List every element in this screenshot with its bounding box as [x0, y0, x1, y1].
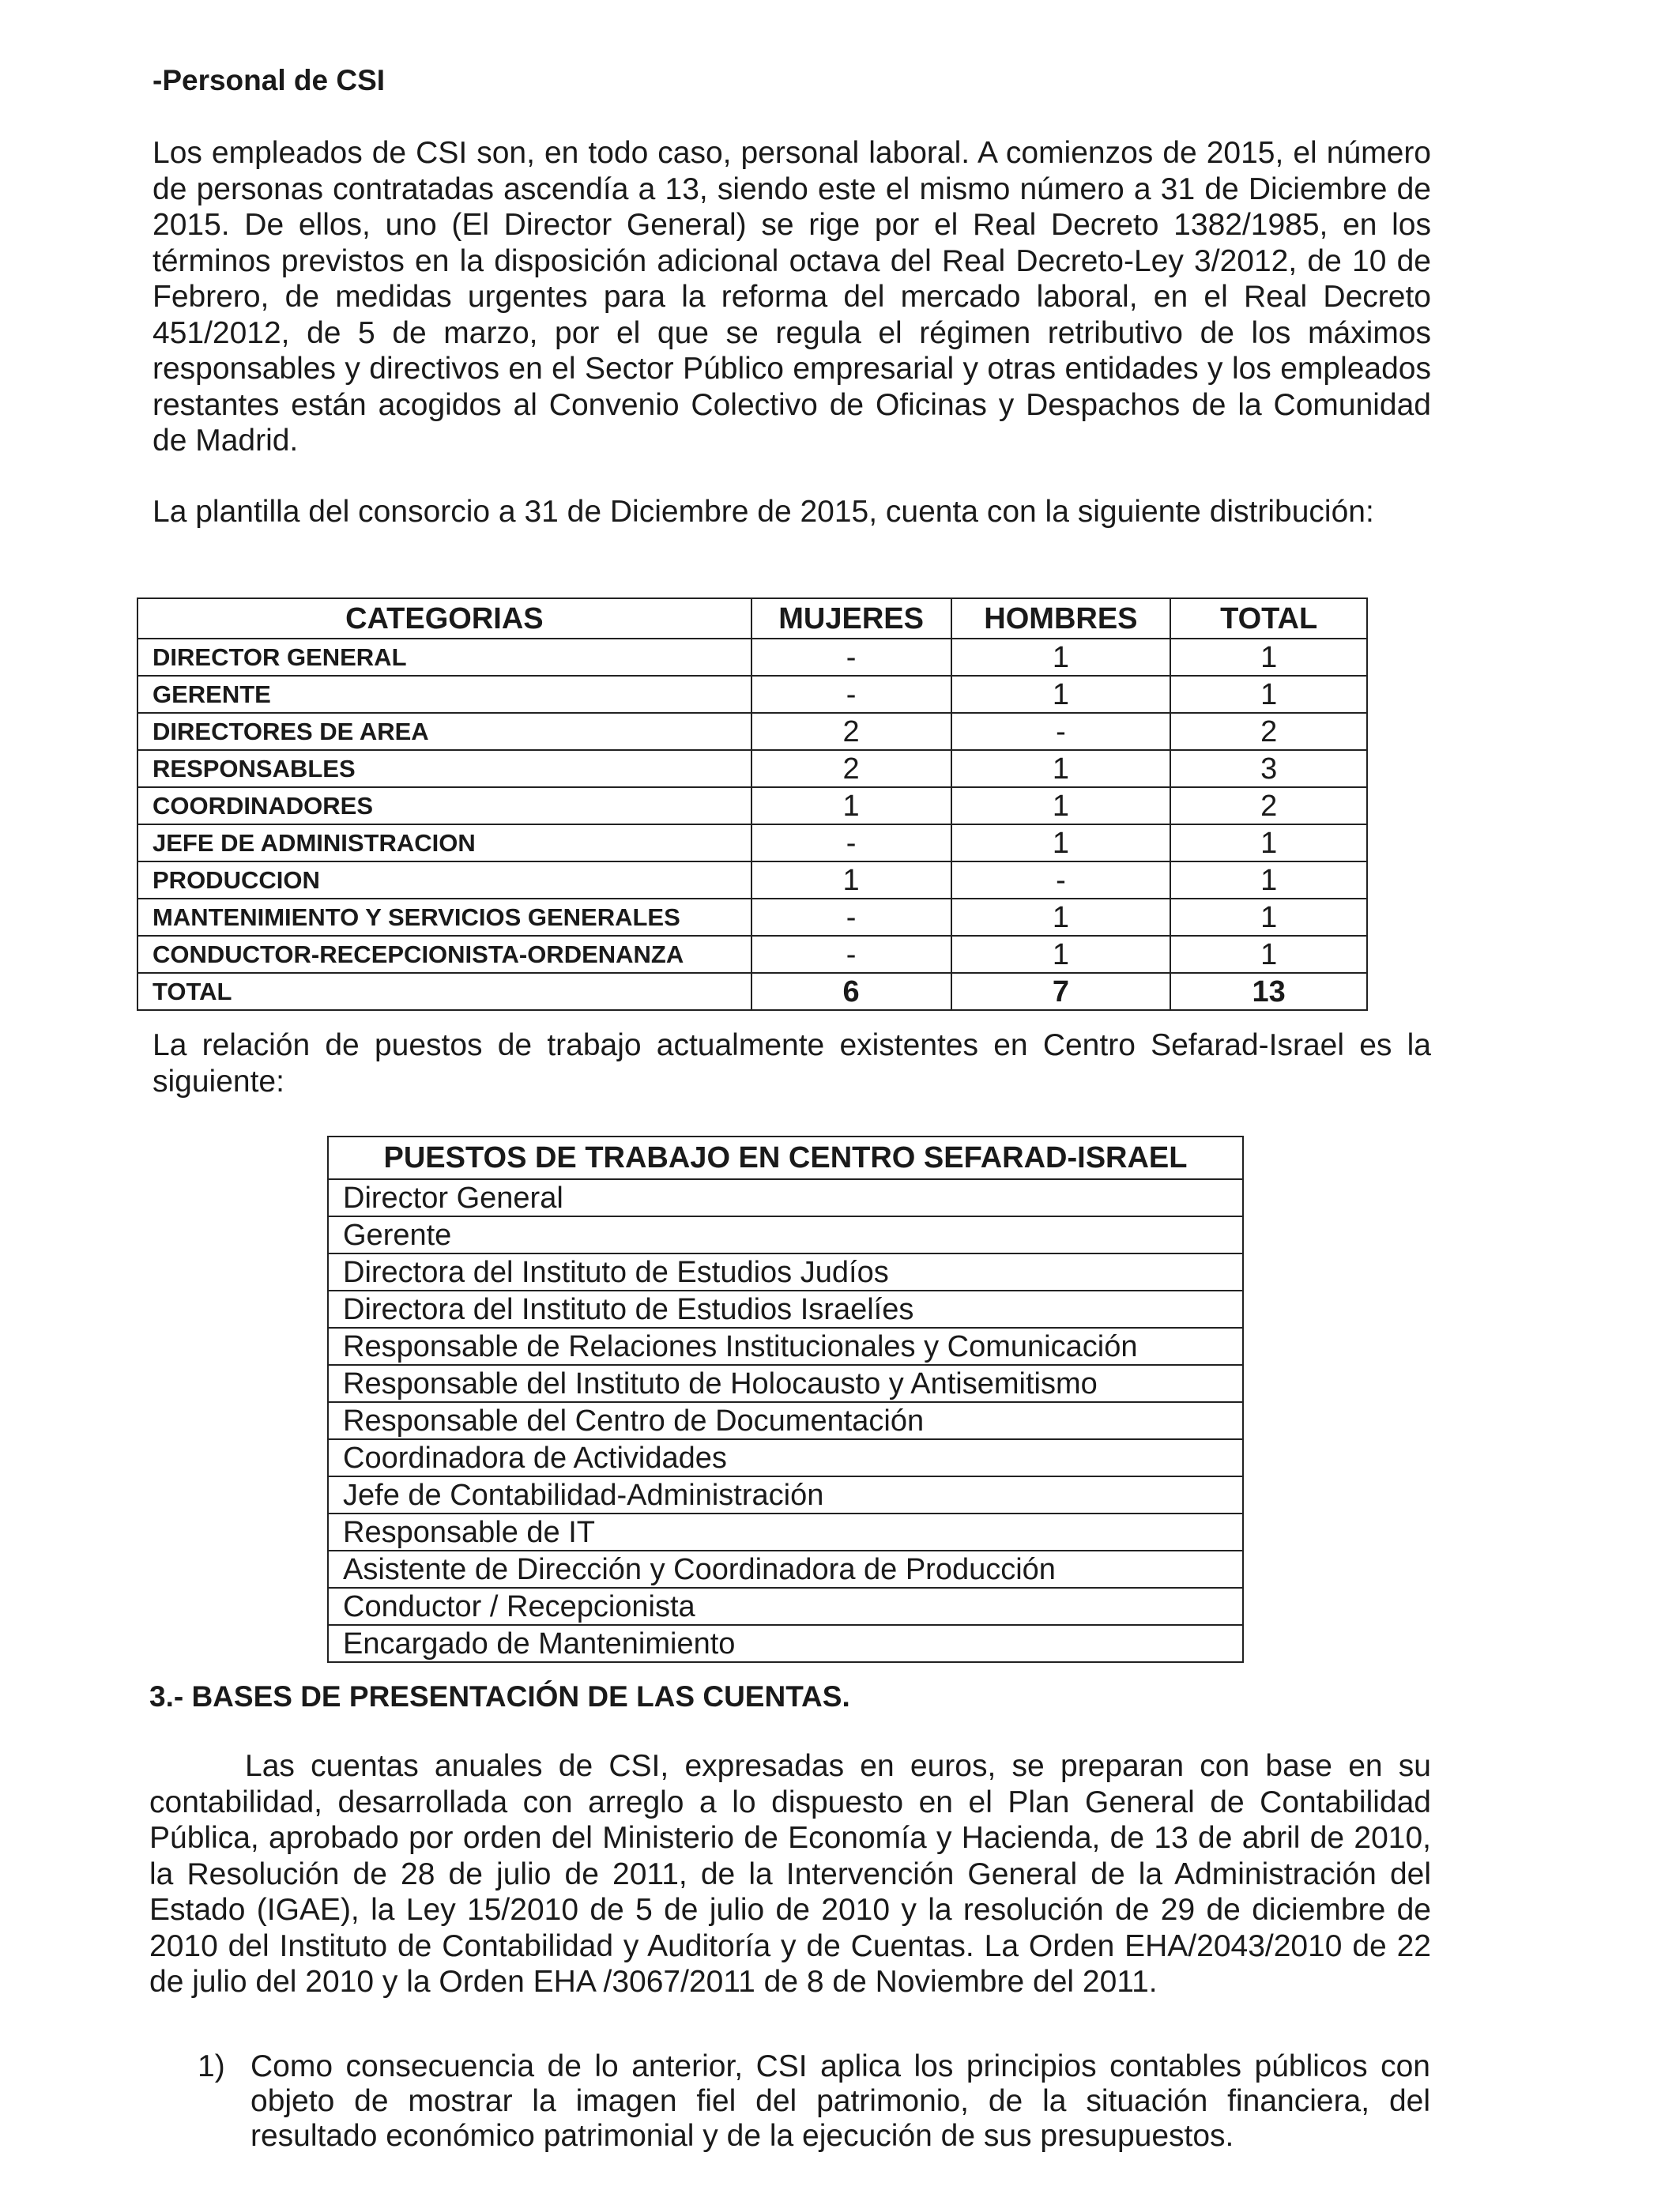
table-total-row — [137, 973, 1367, 1010]
hombres-cell: - — [951, 713, 1171, 750]
category-cell: GERENTE — [137, 676, 751, 713]
categories-table-header-row — [137, 598, 1367, 639]
hombres-cell: 1 — [951, 787, 1171, 824]
total-cell: 1 — [1170, 899, 1367, 936]
mujeres-cell: - — [751, 824, 951, 861]
job-cell: Conductor / Recepcionista — [328, 1588, 1243, 1625]
mujeres-cell: 1 — [751, 861, 951, 899]
job-cell: Responsable del Instituto de Holocausto y Antisemitismo — [328, 1365, 1243, 1402]
total-label-cell: TOTAL — [137, 973, 751, 1010]
job-cell: Directora del Instituto de Estudios Judíos — [328, 1253, 1243, 1291]
table-row — [328, 1625, 1243, 1662]
jobs-table-header-row — [328, 1137, 1243, 1179]
table-row — [328, 1588, 1243, 1625]
job-cell: Responsable de Relaciones Institucionales y Comunicación — [328, 1328, 1243, 1365]
list-marker: 1) — [198, 2049, 225, 2083]
categories-table — [137, 598, 1368, 1011]
mujeres-cell: - — [751, 936, 951, 973]
job-cell: Jefe de Contabilidad-Administración — [328, 1476, 1243, 1514]
hombres-cell: 1 — [951, 899, 1171, 936]
paragraph-distribution-intro: La plantilla del consorcio a 31 de Diciembre de 2015, cuenta con la siguiente distribución: — [153, 495, 1374, 529]
job-cell: Encargado de Mantenimiento — [328, 1625, 1243, 1662]
table-row — [328, 1253, 1243, 1291]
table-row — [328, 1179, 1243, 1216]
jobs-table-header: PUESTOS DE TRABAJO EN CENTRO SEFARAD-ISRAEL — [328, 1137, 1243, 1179]
jobs-table — [327, 1136, 1244, 1663]
table-row — [137, 824, 1367, 861]
table-row — [137, 787, 1367, 824]
list-item-text: Como consecuencia de lo anterior, CSI aplica los principios contables públicos con objeto de mostrar la imagen fiel del patrimonio, de la situación financiera, del resultado económico patrimonial y de la ejecución de sus presupuestos. — [250, 2049, 1430, 2153]
table-row — [328, 1476, 1243, 1514]
section-heading-personal: -Personal de CSI — [153, 64, 386, 96]
total-hombres-cell: 7 — [951, 973, 1171, 1010]
total-cell: 1 — [1170, 824, 1367, 861]
category-cell: PRODUCCION — [137, 861, 751, 899]
table-row — [137, 750, 1367, 787]
category-cell: DIRECTORES DE AREA — [137, 713, 751, 750]
table-row — [328, 1439, 1243, 1476]
hombres-cell: 1 — [951, 676, 1171, 713]
hombres-cell: 1 — [951, 824, 1171, 861]
table-row — [137, 639, 1367, 676]
paragraph-personal-intro: Los empleados de CSI son, en todo caso, personal laboral. A comienzos de 2015, el número de personas contratadas ascendía a 13, siendo este el mismo número a 31 de Diciembre de 2015. De ellos, uno (El Director General) se rige por el Real Decreto 1382/1985, en los términos previstos en la disposición adicional octava del Real Decreto-Ley 3/2012, de 10 de Febrero, de medidas urgentes para la reforma del mercado laboral, en el Real Decreto 451/2012, de 5 de marzo, por el que se regula el régimen retributivo de los máximos responsables y directivos en el Sector Público empresarial y otras entidades y los empleados restantes están acogidos al Convenio Colectivo de Oficinas y Despachos de la Comunidad de Madrid. — [153, 136, 1431, 458]
category-cell: JEFE DE ADMINISTRACION — [137, 824, 751, 861]
category-cell: RESPONSABLES — [137, 750, 751, 787]
paragraph-jobs-intro: La relación de puestos de trabajo actualmente existentes en Centro Sefarad-Israel es la siguiente: — [153, 1028, 1431, 1099]
table-row — [328, 1291, 1243, 1328]
section-heading-bases: 3.- BASES DE PRESENTACIÓN DE LAS CUENTAS. — [149, 1680, 850, 1713]
category-cell: DIRECTOR GENERAL — [137, 639, 751, 676]
mujeres-cell: 1 — [751, 787, 951, 824]
table-row — [137, 861, 1367, 899]
total-cell: 2 — [1170, 787, 1367, 824]
category-cell: CONDUCTOR-RECEPCIONISTA-ORDENANZA — [137, 936, 751, 973]
job-cell: Responsable del Centro de Documentación — [328, 1402, 1243, 1439]
job-cell: Director General — [328, 1179, 1243, 1216]
hombres-cell: - — [951, 861, 1171, 899]
mujeres-cell: - — [751, 899, 951, 936]
total-cell: 1 — [1170, 676, 1367, 713]
table-row — [328, 1514, 1243, 1551]
total-cell: 1 — [1170, 936, 1367, 973]
list-item — [198, 2049, 1430, 2154]
column-header-mujeres: MUJERES — [751, 598, 951, 639]
job-cell: Asistente de Dirección y Coordinadora de Producción — [328, 1551, 1243, 1588]
column-header-hombres: HOMBRES — [951, 598, 1171, 639]
table-row — [137, 899, 1367, 936]
column-header-total: TOTAL — [1170, 598, 1367, 639]
total-cell: 3 — [1170, 750, 1367, 787]
hombres-cell: 1 — [951, 936, 1171, 973]
job-cell: Directora del Instituto de Estudios Israelíes — [328, 1291, 1243, 1328]
job-cell: Responsable de IT — [328, 1514, 1243, 1551]
hombres-cell: 1 — [951, 750, 1171, 787]
table-row — [137, 713, 1367, 750]
mujeres-cell: 2 — [751, 713, 951, 750]
column-header-categorias: CATEGORIAS — [137, 598, 751, 639]
total-cell: 2 — [1170, 713, 1367, 750]
job-cell: Gerente — [328, 1216, 1243, 1253]
category-cell: COORDINADORES — [137, 787, 751, 824]
mujeres-cell: - — [751, 639, 951, 676]
table-row — [328, 1216, 1243, 1253]
category-cell: MANTENIMIENTO Y SERVICIOS GENERALES — [137, 899, 751, 936]
total-cell: 1 — [1170, 639, 1367, 676]
table-row — [137, 936, 1367, 973]
table-row — [328, 1365, 1243, 1402]
table-row — [328, 1551, 1243, 1588]
hombres-cell: 1 — [951, 639, 1171, 676]
job-cell: Coordinadora de Actividades — [328, 1439, 1243, 1476]
total-total-cell: 13 — [1170, 973, 1367, 1010]
total-cell: 1 — [1170, 861, 1367, 899]
table-row — [328, 1328, 1243, 1365]
mujeres-cell: 2 — [751, 750, 951, 787]
table-row — [328, 1402, 1243, 1439]
table-row — [137, 676, 1367, 713]
total-mujeres-cell: 6 — [751, 973, 951, 1010]
paragraph-bases: Las cuentas anuales de CSI, expresadas en euros, se preparan con base en su contabilidad, desarrollada con arreglo a lo dispuesto en el Plan General de Contabilidad Pública, aprobado por orden del Ministerio de Economía y Hacienda, de 13 de abril de 2010, la Resolución de 28 de julio de 2011, de la Intervención General de la Administración del Estado (IGAE), la Ley 15/2010 de 5 de julio de 2010 y la resolución de 29 de diciembre de 2010 del Instituto de Contabilidad y Auditoría y de Cuentas. La Orden EHA/2043/2010 de 22 de julio del 2010 y la Orden EHA /3067/2011 de 8 de Noviembre del 2011. — [149, 1749, 1431, 1999]
mujeres-cell: - — [751, 676, 951, 713]
